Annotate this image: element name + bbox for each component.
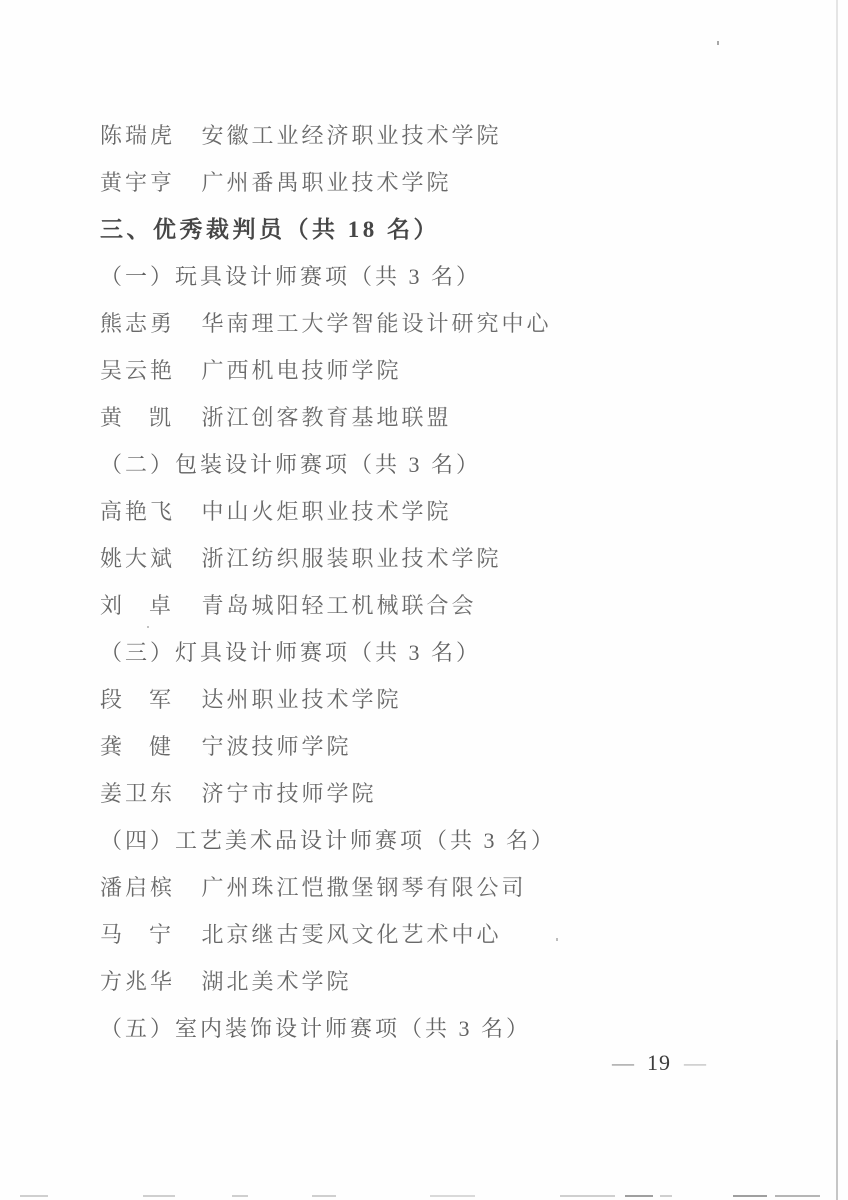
organization-name: 宁波技师学院 bbox=[201, 734, 352, 759]
person-name: 姚大斌 bbox=[100, 546, 176, 571]
organization-name: 浙江纺织服装职业技术学院 bbox=[201, 546, 502, 571]
organization-name: 广州番禺职业技术学院 bbox=[201, 170, 452, 195]
award-entry-row bbox=[100, 864, 760, 911]
person-name: 吴云艳 bbox=[100, 358, 176, 383]
organization-name: 达州职业技术学院 bbox=[201, 687, 402, 712]
award-entry-row bbox=[100, 394, 760, 441]
scan-artifact-bottom-dash bbox=[430, 1195, 475, 1197]
scan-artifact-bottom-dash bbox=[660, 1195, 672, 1197]
person-name: 高艳飞 bbox=[100, 499, 176, 524]
person-name: 马宁 bbox=[100, 922, 174, 947]
person-name: 刘卓 bbox=[100, 593, 174, 618]
page-number-dash-right: — bbox=[684, 1050, 706, 1075]
subsection-heading: （一）玩具设计师赛项（共 3 名） bbox=[100, 264, 482, 289]
subsection-heading: （四）工艺美术品设计师赛项（共 3 名） bbox=[100, 828, 557, 853]
scan-artifact-bottom-dash bbox=[560, 1195, 615, 1197]
document-body bbox=[100, 112, 760, 1052]
person-name: 龚健 bbox=[100, 734, 174, 759]
award-entry-row bbox=[100, 911, 760, 958]
scan-artifact-bottom-dash bbox=[20, 1195, 48, 1197]
person-name: 段军 bbox=[100, 687, 174, 712]
scan-artifact-speck bbox=[717, 41, 719, 45]
page-number bbox=[612, 1049, 706, 1077]
subsection-heading: （二）包装设计师赛项（共 3 名） bbox=[100, 452, 482, 477]
organization-name: 中山火炬职业技术学院 bbox=[201, 499, 452, 524]
subsection-heading: （五）室内装饰设计师赛项（共 3 名） bbox=[100, 1016, 532, 1041]
organization-name: 浙江创客教育基地联盟 bbox=[201, 405, 452, 430]
organization-name: 安徽工业经济职业技术学院 bbox=[201, 123, 502, 148]
organization-name: 湖北美术学院 bbox=[201, 969, 352, 994]
main-section-heading: 三、优秀裁判员（共 18 名） bbox=[100, 217, 440, 242]
person-name: 黄宇亨 bbox=[100, 170, 176, 195]
scan-artifact-right-edge-line bbox=[836, 0, 838, 1200]
person-name: 方兆华 bbox=[100, 969, 176, 994]
award-entry-row bbox=[100, 770, 760, 817]
scan-artifact-bottom-dash bbox=[312, 1195, 336, 1197]
award-entry-row bbox=[100, 347, 760, 394]
person-name: 熊志勇 bbox=[100, 311, 176, 336]
award-entry-row bbox=[100, 582, 760, 629]
organization-name: 广州珠江恺撒堡钢琴有限公司 bbox=[201, 875, 527, 900]
scan-artifact-speck bbox=[556, 938, 558, 941]
subsection-heading: （三）灯具设计师赛项（共 3 名） bbox=[100, 640, 482, 665]
organization-name: 广西机电技师学院 bbox=[201, 358, 402, 383]
person-name: 姜卫东 bbox=[100, 781, 176, 806]
award-entry-row bbox=[100, 723, 760, 770]
scan-artifact-right-edge-line-dark bbox=[836, 1040, 838, 1200]
scan-artifact-bottom-dash bbox=[625, 1195, 653, 1197]
scan-artifact-bottom-dash bbox=[232, 1195, 248, 1197]
person-name: 陈瑞虎 bbox=[100, 123, 176, 148]
organization-name: 北京继古雯风文化艺术中心 bbox=[201, 922, 502, 947]
organization-name: 青岛城阳轻工机械联合会 bbox=[201, 593, 477, 618]
award-entry-row bbox=[100, 159, 760, 206]
scan-artifact-speck bbox=[147, 626, 149, 628]
person-name: 黄凯 bbox=[100, 405, 174, 430]
award-entry-row bbox=[100, 535, 760, 582]
award-entry-row bbox=[100, 676, 760, 723]
scan-artifact-bottom-dash bbox=[775, 1195, 820, 1197]
scan-artifact-bottom-dash bbox=[733, 1195, 767, 1197]
scan-artifact-bottom-dash bbox=[143, 1195, 175, 1197]
organization-name: 济宁市技师学院 bbox=[201, 781, 377, 806]
award-entry-row bbox=[100, 112, 760, 159]
organization-name: 华南理工大学智能设计研究中心 bbox=[201, 311, 552, 336]
award-entry-row bbox=[100, 958, 760, 1005]
award-entry-row bbox=[100, 300, 760, 347]
page-number-dash-left: — bbox=[612, 1050, 634, 1075]
award-entry-row bbox=[100, 488, 760, 535]
person-name: 潘启槟 bbox=[100, 875, 176, 900]
page-number-value: 19 bbox=[647, 1050, 671, 1075]
